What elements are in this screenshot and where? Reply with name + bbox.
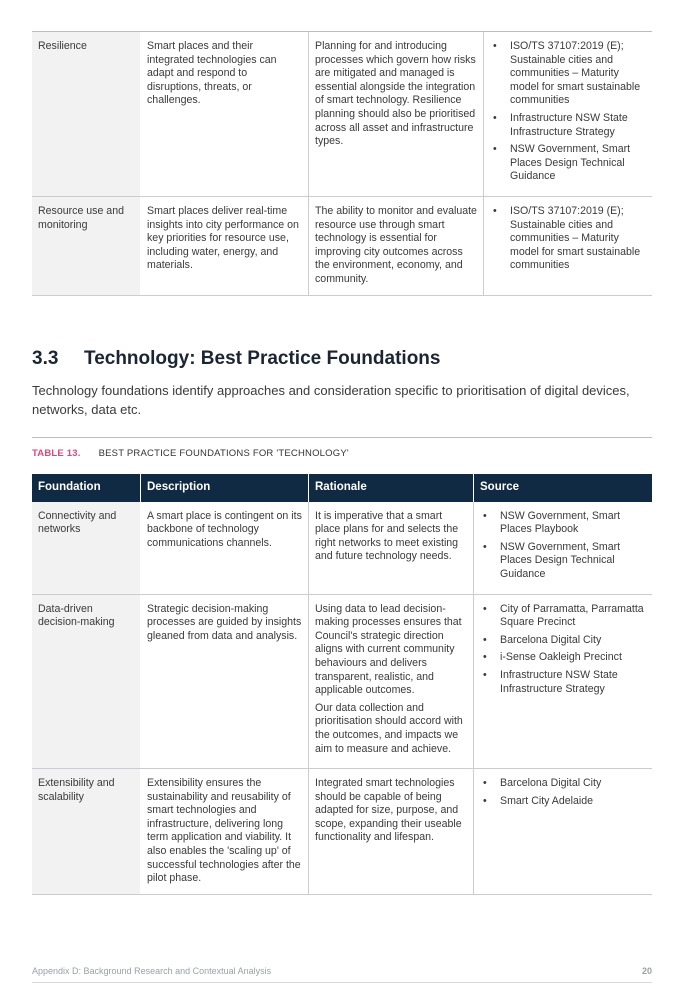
upper-table	[32, 32, 652, 296]
description-cell: A smart place is contingent on its backbone of technology communications channels.	[141, 502, 309, 594]
section-heading	[32, 348, 440, 370]
footer-rule	[32, 982, 652, 983]
description-cell: Smart places and their integrated technologies can adapt and respond to disruptions, threats, or challenges.	[141, 32, 309, 196]
table-caption	[32, 448, 349, 459]
table-row	[32, 502, 652, 594]
rationale-cell	[309, 769, 474, 895]
table-13	[32, 474, 652, 895]
source-cell	[474, 594, 653, 769]
rationale-cell: The ability to monitor and evaluate resource use through smart technology is essential for improving city outcomes across the environment, economy, and community.	[309, 196, 484, 295]
source-cell	[484, 196, 653, 295]
section-number: 3.3	[32, 348, 59, 369]
caption-rule	[32, 437, 652, 438]
column-header-source: Source	[474, 474, 653, 502]
column-header-foundation: Foundation	[32, 474, 141, 502]
rationale-paragraph: Our data collection and prioritisation should accord with the outcomes, and impacts we aim to measure and achieve.	[315, 701, 463, 755]
source-item: • NSW Government, Smart Places Design Technical Guidance	[500, 541, 646, 582]
source-item: • ISO/TS 37107:2019 (E); Sustainable cities and communities – Maturity model for smart sustainable communities	[510, 40, 646, 108]
foundation-cell: Connectivity and networks	[32, 502, 141, 594]
source-list	[480, 510, 646, 582]
source-list	[490, 40, 646, 184]
source-list	[480, 603, 646, 697]
source-item: • NSW Government, Smart Places Design Technical Guidance	[510, 143, 646, 184]
foundation-cell: Resilience	[32, 32, 141, 196]
source-cell	[484, 32, 653, 196]
table-header-row	[32, 474, 652, 502]
source-item: • Infrastructure NSW State Infrastructure Strategy	[500, 669, 646, 696]
source-item: • ISO/TS 37107:2019 (E); Sustainable cities and communities – Maturity model for smart sustainable communities	[510, 205, 646, 273]
table-caption-title: BEST PRACTICE FOUNDATIONS FOR 'TECHNOLOGY'	[98, 448, 349, 459]
page-number: 20	[641, 966, 652, 976]
rationale-cell: Planning for and introducing processes which govern how risks are mitigated and managed is essential alongside the integration of smart technology. Resilience planning should also be prioritised across all asset and infrastructure types.	[309, 32, 484, 196]
column-header-description: Description	[141, 474, 309, 502]
foundation-cell: Data-driven decision-making	[32, 594, 141, 769]
page-footer	[32, 966, 652, 976]
table-row	[32, 594, 652, 769]
source-cell	[474, 769, 653, 895]
section-intro: Technology foundations identify approaches and consideration specific to prioritisation of digital devices, networks, data etc.	[32, 383, 630, 417]
table-caption-number: TABLE 13.	[32, 448, 81, 459]
rationale-paragraph: Using data to lead decision-making processes ensures that Council's strategic direction aligns with current community behaviours and delivers transparent, realistic, and applicable outcomes.	[315, 602, 462, 697]
rationale-paragraph: Integrated smart technologies should be capable of being adapted for size, purpose, and scope, expanding their useable functionality and lifespan.	[315, 777, 462, 844]
table-row	[32, 196, 652, 295]
rationale-cell	[309, 502, 474, 594]
footer-text: Appendix D: Background Research and Contextual Analysis	[32, 966, 272, 976]
description-cell: Smart places deliver real-time insights into city performance on key priorities for resource use, including water, energy, and materials.	[141, 196, 309, 295]
source-item: • Barcelona Digital City	[500, 777, 646, 791]
source-item: • Smart City Adelaide	[500, 795, 646, 809]
description-cell: Strategic decision-making processes are guided by insights gleaned from data and analysis.	[141, 594, 309, 769]
table-row	[32, 769, 652, 895]
foundation-cell: Resource use and monitoring	[32, 196, 141, 295]
rationale-paragraph: It is imperative that a smart place plans for and selects the right networks to meet existing and future technology needs.	[315, 509, 459, 563]
column-header-rationale: Rationale	[309, 474, 474, 502]
source-item: • City of Parramatta, Parramatta Square Precinct	[500, 603, 646, 630]
source-item: • Barcelona Digital City	[500, 634, 646, 648]
table-row	[32, 32, 652, 196]
rationale-cell	[309, 594, 474, 769]
source-cell	[474, 502, 653, 594]
source-list	[480, 777, 646, 808]
foundation-cell: Extensibility and scalability	[32, 769, 141, 895]
source-item: • NSW Government, Smart Places Playbook	[500, 510, 646, 537]
section-title: Technology: Best Practice Foundations	[84, 348, 441, 369]
source-item: • Infrastructure NSW State Infrastructure Strategy	[510, 112, 646, 139]
source-list	[490, 205, 646, 273]
description-cell: Extensibility ensures the sustainability and reusability of smart technologies and infrastructure, delivering long term application and viability. It also enables the 'scaling up' of successful technologies after the pilot phase.	[141, 769, 309, 895]
source-item: • i-Sense Oakleigh Precinct	[500, 651, 646, 665]
